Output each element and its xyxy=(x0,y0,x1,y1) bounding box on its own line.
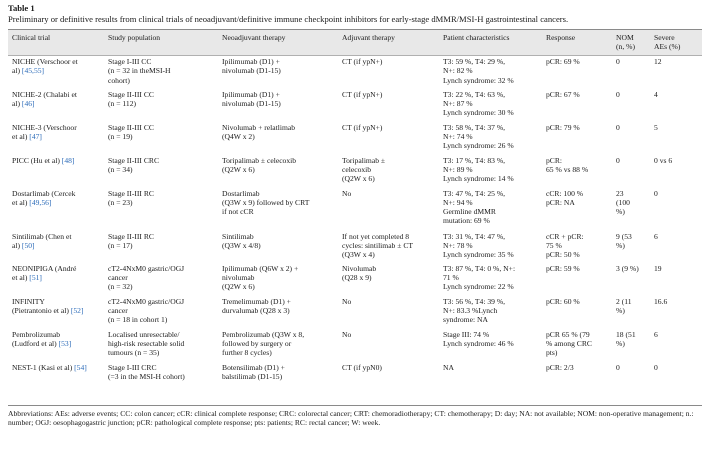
cell-trial-text: NICHE-2 (Chalabi et al) xyxy=(12,89,77,108)
cell-response xyxy=(542,121,612,154)
reference-link[interactable]: [49,56] xyxy=(29,197,52,207)
cell-severe xyxy=(650,187,702,230)
cell-nom-text: 0 xyxy=(616,57,620,67)
cell-response xyxy=(542,262,612,295)
cell-patient-text: T3: 31 %, T4: 47 %, N+: 78 % Lynch syndrome: 35 % xyxy=(443,231,514,260)
cell-adjuvant-text: If not yet completed 8 cycles: sintilimab ± CT (Q3W x 4) xyxy=(342,231,414,260)
cell-trial-text: INFINITY (Pietrantonio et al) xyxy=(12,296,69,315)
cell-response xyxy=(542,295,612,328)
cell-population xyxy=(104,154,218,187)
cell-population xyxy=(104,295,218,328)
reference-link[interactable]: [52] xyxy=(70,305,84,315)
cell-nom xyxy=(612,121,650,154)
cell-nom-text: 23 (100 %) xyxy=(616,188,630,217)
cell-population xyxy=(104,121,218,154)
cell-severe xyxy=(650,230,702,262)
cell-population-text: Stage II-III CRC (n = 34) xyxy=(108,155,160,174)
cell-neoadjuvant xyxy=(218,187,338,230)
table-caption xyxy=(8,3,702,24)
cell-adjuvant xyxy=(338,55,439,88)
cell-severe-text: 4 xyxy=(654,89,658,99)
cell-patient-text: NA xyxy=(443,362,454,372)
cell-population-text: Stage II-III CC (n = 112) xyxy=(108,89,154,108)
reference-link[interactable]: [51] xyxy=(29,272,42,282)
cell-population xyxy=(104,328,218,361)
cell-severe-text: 6 xyxy=(654,231,658,241)
cell-trial-text: NEONIPIGA (André et al) xyxy=(12,263,77,282)
table-row xyxy=(8,121,702,154)
table-row xyxy=(8,187,702,230)
cell-response-text: cCR: 100 % pCR: NA xyxy=(546,188,584,207)
cell-trial-text: Pembrolizumab (Ludford et al) xyxy=(12,329,61,348)
cell-adjuvant-text: CT (if ypN+) xyxy=(342,122,383,132)
cell-adjuvant-text: No xyxy=(342,296,352,306)
cell-adjuvant xyxy=(338,295,439,328)
cell-response xyxy=(542,55,612,88)
cell-neoadjuvant-text: Toripalimab ± celecoxib (Q2W x 6) xyxy=(222,155,297,174)
cell-trial xyxy=(8,55,104,88)
cell-response-text: pCR: 67 % xyxy=(546,89,580,99)
table-label: Table 1 xyxy=(8,3,35,13)
cell-severe-text: 19 xyxy=(654,263,662,273)
reference-link[interactable]: [53] xyxy=(58,338,72,348)
cell-population-text: Stage II-III CC (n = 19) xyxy=(108,122,154,141)
cell-severe xyxy=(650,121,702,154)
cell-population xyxy=(104,187,218,230)
cell-trial xyxy=(8,88,104,121)
reference-link[interactable]: [54] xyxy=(74,362,87,372)
cell-nom xyxy=(612,230,650,262)
cell-severe-text: 6 xyxy=(654,329,658,339)
cell-trial xyxy=(8,295,104,328)
cell-adjuvant-text: No xyxy=(342,188,352,198)
cell-trial xyxy=(8,361,104,381)
cell-neoadjuvant-text: Ipilimumab (D1) + nivolumab (D1-15) xyxy=(222,57,281,76)
cell-response-text: pCR: 60 % xyxy=(546,296,580,306)
table-title: Preliminary or definitive results from clinical trials of neoadjuvant/definitive immune checkpoint inhibitors for early-stage dMMR/MSI-H gastrointestinal cancers. xyxy=(8,13,569,24)
cell-neoadjuvant xyxy=(218,295,338,328)
cell-trial-text: NICHE (Verschoor et al) xyxy=(12,57,78,76)
cell-trial xyxy=(8,262,104,295)
cell-neoadjuvant-text: Ipilimumab (Q6W x 2) + nivolumab (Q2W x 6) xyxy=(222,263,299,292)
cell-response xyxy=(542,88,612,121)
cell-nom xyxy=(612,88,650,121)
reference-link[interactable]: [46] xyxy=(21,98,35,108)
cell-severe xyxy=(650,361,702,381)
cell-neoadjuvant-text: Sintilimab (Q3W x 4/8) xyxy=(222,231,261,250)
cell-population-text: Stage II-III RC (n = 23) xyxy=(108,188,154,207)
cell-patient-text: T3: 17 %, T4: 83 %, N+: 89 % Lynch syndrome: 14 % xyxy=(443,155,514,184)
table-row xyxy=(8,55,702,88)
cell-severe xyxy=(650,88,702,121)
cell-neoadjuvant-text: Pembrolizumab (Q3W x 8, followed by surgery or further 8 cycles) xyxy=(222,329,305,358)
cell-adjuvant-text: Nivolumab (Q28 x 9) xyxy=(342,263,377,282)
cell-population xyxy=(104,230,218,262)
table-row xyxy=(8,88,702,121)
table-row xyxy=(8,154,702,187)
cell-severe xyxy=(650,262,702,295)
reference-link[interactable]: [48] xyxy=(61,155,75,165)
cell-adjuvant-text: CT (if ypN+) xyxy=(342,57,383,67)
cell-adjuvant xyxy=(338,121,439,154)
cell-severe-text: 0 vs 6 xyxy=(654,155,673,165)
header-response: Response xyxy=(542,30,612,56)
cell-patient xyxy=(439,361,542,381)
cell-adjuvant-text: No xyxy=(342,329,352,339)
cell-adjuvant xyxy=(338,230,439,262)
cell-nom-text: 3 (9 %) xyxy=(616,263,639,273)
header-nom: NOM (n, %) xyxy=(612,30,650,56)
cell-population-text: Stage I-III CC (n = 32 in theMSI-H cohort) xyxy=(108,57,171,85)
cell-severe-text: 16.6 xyxy=(654,296,668,306)
cell-population xyxy=(104,55,218,88)
results-table xyxy=(8,29,702,381)
cell-population xyxy=(104,361,218,381)
cell-response-text: pCR 65 % (79 % among CRC pts) xyxy=(546,329,592,358)
cell-nom xyxy=(612,154,650,187)
cell-patient-text: T3: 47 %, T4: 25 %, N+: 94 % Germline dMMR mutation: 69 % xyxy=(443,188,506,226)
cell-trial xyxy=(8,187,104,230)
cell-patient-text: T3: 59 %, T4: 29 %, N+: 82 % Lynch syndrome: 32 % xyxy=(443,57,514,85)
cell-population-text: Stage I-III CRC (=3 in the MSI-H cohort) xyxy=(108,362,185,381)
cell-adjuvant-text: Toripalimab ± celecoxib (Q2W x 6) xyxy=(342,155,386,184)
cell-severe xyxy=(650,154,702,187)
cell-neoadjuvant-text: Dostarlimab (Q3W x 9) followed by CRT if not cCR xyxy=(222,188,310,217)
cell-neoadjuvant xyxy=(218,121,338,154)
cell-adjuvant xyxy=(338,88,439,121)
cell-patient-text: T3: 22 %, T4: 63 %, N+: 87 % Lynch syndrome: 30 % xyxy=(443,89,514,118)
cell-population-text: cT2-4NxM0 gastric/OGJ cancer (n = 32) xyxy=(108,263,185,292)
cell-trial xyxy=(8,154,104,187)
cell-population-text: cT2-4NxM0 gastric/OGJ cancer (n = 18 in cohort 1) xyxy=(108,296,185,325)
cell-patient xyxy=(439,328,542,361)
reference-link[interactable]: [47] xyxy=(29,131,42,141)
cell-adjuvant xyxy=(338,187,439,230)
cell-nom-text: 18 (51 %) xyxy=(616,329,636,348)
cell-neoadjuvant-text: Ipilimumab (D1) + nivolumab (D1-15) xyxy=(222,89,281,108)
cell-severe xyxy=(650,55,702,88)
cell-trial-text: PICC (Hu et al) xyxy=(12,155,60,165)
header-study-population: Study population xyxy=(104,30,218,56)
cell-nom xyxy=(612,187,650,230)
cell-patient xyxy=(439,121,542,154)
cell-neoadjuvant xyxy=(218,361,338,381)
cell-nom xyxy=(612,55,650,88)
cell-patient xyxy=(439,230,542,262)
cell-severe xyxy=(650,295,702,328)
abbreviations-footnote: Abbreviations: AEs: adverse events; CC: colon cancer; cCR: clinical complete response; CRC: colorectal cancer; CRT: chemoradiotherapy; CT: chemotherapy; D: day; NA: not available; NOM: non-operative management; n.: number; OGJ: oesophagogastric junction; pCR: pathological complete response; pts: patients; RC: rectal cancer; W: week. xyxy=(8,405,702,428)
reference-link[interactable]: [50] xyxy=(21,240,35,250)
cell-nom-text: 0 xyxy=(616,122,620,132)
header-severe-aes: Severe AEs (%) xyxy=(650,30,702,56)
cell-adjuvant-text: CT (if ypN+) xyxy=(342,89,383,99)
cell-adjuvant xyxy=(338,361,439,381)
cell-nom-text: 0 xyxy=(616,89,620,99)
cell-trial xyxy=(8,328,104,361)
header-neoadjuvant-therapy: Neoadjuvant therapy xyxy=(218,30,338,56)
cell-neoadjuvant xyxy=(218,262,338,295)
cell-patient xyxy=(439,88,542,121)
cell-adjuvant-text: CT (if ypN0) xyxy=(342,362,382,372)
cell-trial-text: Dostarlimab (Cercek et al) xyxy=(12,188,76,207)
cell-patient-text: T3: 58 %, T4: 37 %, N+: 74 % Lynch syndrome: 26 % xyxy=(443,122,514,151)
table-row xyxy=(8,230,702,262)
header-adjuvant-therapy: Adjuvant therapy xyxy=(338,30,439,56)
cell-patient xyxy=(439,262,542,295)
cell-trial-text: NICHE-3 (Verschoor et al) xyxy=(12,122,77,141)
cell-response-text: pCR: 69 % xyxy=(546,57,580,67)
cell-response-text: pCR: 65 % vs 88 % xyxy=(546,155,589,174)
cell-population-text: Localised unresectable/ high-risk resectable solid tumours (n = 35) xyxy=(108,329,185,358)
cell-patient-text: T3: 56 %, T4: 39 %, N+: 83.3 %Lynch syndrome: NA xyxy=(443,296,506,325)
table-row xyxy=(8,361,702,381)
table-row xyxy=(8,328,702,361)
cell-response-text: pCR: 59 % xyxy=(546,263,580,273)
cell-response xyxy=(542,328,612,361)
cell-nom-text: 2 (11 %) xyxy=(616,296,632,315)
cell-response-text: pCR: 79 % xyxy=(546,122,580,132)
cell-patient xyxy=(439,295,542,328)
cell-response xyxy=(542,154,612,187)
cell-response-text: pCR: 2/3 xyxy=(546,362,574,372)
cell-neoadjuvant xyxy=(218,230,338,262)
header-patient-characteristics: Patient characteristics xyxy=(439,30,542,56)
table-row xyxy=(8,295,702,328)
cell-trial-text: NEST-1 (Kasi et al) xyxy=(12,362,73,372)
cell-nom-text: 9 (53 %) xyxy=(616,231,632,250)
cell-neoadjuvant xyxy=(218,154,338,187)
cell-severe-text: 0 xyxy=(654,362,658,372)
cell-severe-text: 0 xyxy=(654,188,658,198)
cell-adjuvant xyxy=(338,154,439,187)
table-row xyxy=(8,262,702,295)
cell-nom xyxy=(612,262,650,295)
cell-nom xyxy=(612,361,650,381)
cell-population xyxy=(104,88,218,121)
table-header-row xyxy=(8,30,702,56)
header-clinical-trial: Clinical trial xyxy=(8,30,104,56)
cell-neoadjuvant-text: Nivolumab + relatlimab (Q4W x 2) xyxy=(222,122,296,141)
cell-patient xyxy=(439,55,542,88)
cell-population-text: Stage II-III RC (n = 17) xyxy=(108,231,154,250)
cell-trial xyxy=(8,230,104,262)
cell-severe xyxy=(650,328,702,361)
cell-neoadjuvant xyxy=(218,55,338,88)
cell-adjuvant xyxy=(338,262,439,295)
cell-adjuvant xyxy=(338,328,439,361)
cell-response xyxy=(542,187,612,230)
cell-trial-text: Sintilimab (Chen et al) xyxy=(12,231,72,250)
cell-severe-text: 12 xyxy=(654,57,662,67)
cell-response xyxy=(542,361,612,381)
cell-patient-text: T3: 87 %, T4: 0 %, N+: 71 % Lynch syndrome: 22 % xyxy=(443,263,516,292)
cell-severe-text: 5 xyxy=(654,122,658,132)
cell-trial xyxy=(8,121,104,154)
cell-neoadjuvant xyxy=(218,328,338,361)
cell-response-text: cCR + pCR: 75 % pCR: 50 % xyxy=(546,231,584,260)
cell-patient xyxy=(439,154,542,187)
cell-neoadjuvant-text: Tremelimumab (D1) + durvalumab (Q28 x 3) xyxy=(222,296,291,315)
cell-neoadjuvant xyxy=(218,88,338,121)
cell-nom xyxy=(612,295,650,328)
cell-population xyxy=(104,262,218,295)
cell-neoadjuvant-text: Botensilimab (D1) + balstilimab (D1-15) xyxy=(222,362,285,381)
cell-patient-text: Stage III: 74 % Lynch syndrome: 46 % xyxy=(443,329,514,348)
cell-nom-text: 0 xyxy=(616,362,620,372)
reference-link[interactable]: [45,55] xyxy=(21,66,45,76)
cell-response xyxy=(542,230,612,262)
cell-patient xyxy=(439,187,542,230)
cell-nom xyxy=(612,328,650,361)
cell-nom-text: 0 xyxy=(616,155,620,165)
